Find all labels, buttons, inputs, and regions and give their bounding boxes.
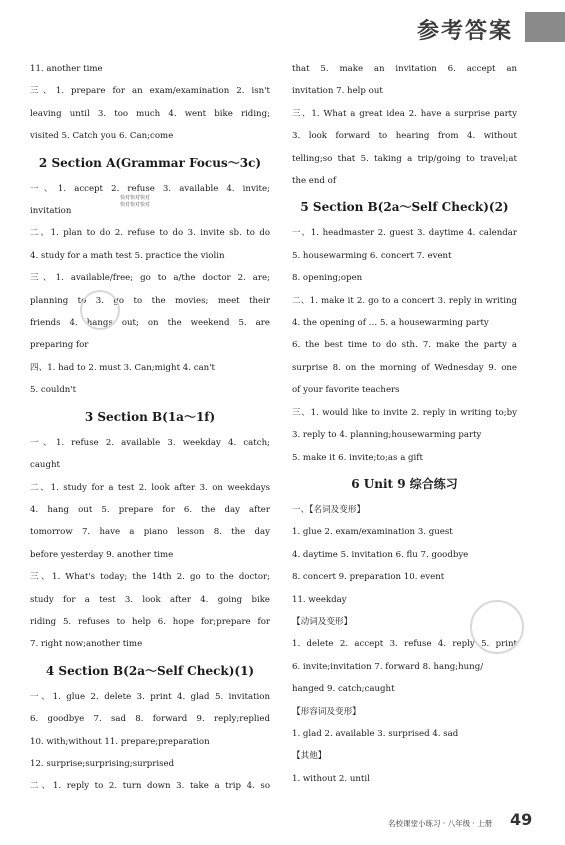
answer-line: 7. right now;another time (30, 639, 143, 650)
answer-line: invitation (30, 206, 72, 217)
section-heading: 5 Section B(2a～Self Check)(2) (300, 200, 509, 215)
answer-line: 6. the best time to do sth. 7. make the party a (292, 340, 517, 351)
answer-line: friends 4. hangs out; on the weekend 5. are (30, 318, 270, 329)
answer-line: 11. another time (30, 64, 103, 74)
answer-line: 三、1. would like to invite 2. reply in writing to;by (292, 407, 517, 418)
answer-line: 8. concert 9. preparation 10. event (292, 572, 445, 583)
answer-line: surprise 8. on the morning of Wednesday 9. one (292, 362, 517, 373)
answer-line: 四、1. had to 2. must 3. Can;might 4. can't (30, 362, 215, 373)
watermark-logo (80, 290, 120, 330)
page-title: 参考答案 (416, 19, 513, 44)
answer-line: 三、1. What's today; the 14th 2. go to the doctor; (30, 572, 270, 583)
answer-line: the end of (292, 176, 337, 187)
header-bar (0, 0, 565, 50)
answer-line: 1. delete 2. accept 3. refuse 4. reply 5. print (292, 639, 517, 650)
answer-line: riding 5. refuses to help 6. hope for;prepare for (30, 616, 270, 627)
answer-line: 二、1. study for a test 2. look after 3. on weekdays (30, 482, 270, 493)
answer-line: 一、1. accept 2. refuse 3. available 4. invite; (30, 183, 270, 194)
answer-line: of your favorite teachers (292, 385, 400, 396)
answer-line: 11. weekday (292, 594, 347, 605)
answer-line: hanged 9. catch;caught (292, 684, 395, 695)
footer-text: 名校课堂小练习 · 八年级 · 上册 (388, 819, 493, 828)
answer-line: 二、1. plan to do 2. refuse to do 3. invite sb. to do (30, 228, 270, 239)
watermark-logo (470, 600, 524, 654)
answer-line: 8. opening;open (292, 273, 363, 284)
answer-line: study for a test 3. look after 4. going bike (30, 594, 270, 605)
section-heading: 3 Section B(1a～1f) (84, 409, 216, 424)
answer-line: 三、1. What a great idea 2. have a surprise party (292, 108, 517, 119)
answer-line: 3. reply to 4. planning;housewarming party (292, 430, 482, 441)
answer-line: 10. with;without 11. prepare;preparation (30, 736, 210, 747)
answer-line: invitation 7. help out (292, 86, 383, 97)
answer-line: that 5. make an invitation 6. accept an (292, 64, 517, 74)
answer-line: 1. without 2. until (292, 773, 370, 784)
answer-line: preparing for (30, 340, 89, 351)
answer-line: 三、1. prepare for an exam/examination 2. isn't (30, 86, 270, 97)
answer-line: 12. surprise;surprising;surprised (30, 758, 175, 769)
answer-line: visited 5. Catch you 6. Can;come (30, 131, 174, 142)
section-heading: 4 Section B(2a～Self Check)(1) (45, 663, 255, 678)
answer-line: 5. make it 6. invite;to;as a gift (292, 452, 423, 463)
answer-line: 【形容词及变形】 (292, 706, 361, 717)
answer-column-right (292, 58, 517, 790)
page-number: 49 (510, 810, 533, 829)
header-tab (525, 12, 565, 42)
answer-line: tomorrow 7. have a piano lesson 8. the day (30, 527, 270, 538)
answer-line: 一、1. refuse 2. available 3. weekday 4. catch; (30, 437, 270, 448)
answer-line: 4. hang out 5. prepare for 6. the day after (30, 504, 270, 515)
answer-line: 三、1. available/free; go to a/the doctor 2. are; (30, 273, 270, 284)
answer-line: 3. look forward to hearing from 4. without (292, 131, 517, 142)
answer-column-left (30, 58, 270, 798)
answer-line: leaving until 3. too much 4. went bike riding; (30, 108, 270, 119)
answer-line: 1. glad 2. available 3. surprised 4. sad (292, 728, 459, 739)
answer-line: 一、1. glue 2. delete 3. print 4. glad 5. invitation (30, 691, 270, 702)
section-heading: 6 Unit 9 综合练习 (351, 476, 458, 491)
answer-line: 5. couldn't (30, 385, 77, 396)
answer-line: 一、【名词及变形】 (292, 504, 366, 515)
answer-line: 4. the opening of … 5. a housewarming party (292, 318, 489, 329)
answer-line: telling;so that 5. taking a trip/going to travel;at (292, 153, 517, 164)
answer-line: 一、1. headmaster 2. guest 3. daytime 4. calendar (292, 228, 517, 239)
answer-line: 6. goodbye 7. sad 8. forward 9. reply;replied (30, 714, 270, 725)
answer-line: 二、1. make it 2. go to a concert 3. reply in writing (292, 295, 517, 306)
stamp-line: 快对快对快对 (120, 195, 151, 201)
answer-line: 4. study for a math test 5. practice the violin (30, 250, 225, 261)
answer-line: 1. glue 2. exam/examination 3. guest (292, 527, 453, 538)
answer-line: 6. invite;invitation 7. forward 8. hang;hung/ (292, 661, 484, 672)
answer-line: planning to 3. go to the movies; meet their (30, 295, 270, 306)
stamp-text (120, 195, 150, 209)
answer-line: 【动词及变形】 (292, 616, 353, 627)
stamp-line: 快对快对快对 (120, 202, 151, 208)
section-heading: 2 Section A(Grammar Focus～3c) (38, 155, 262, 170)
answer-line: 【其他】 (292, 751, 327, 762)
answer-line: 二、1. reply to 2. turn down 3. take a trip 4. so (30, 781, 270, 792)
answer-line: caught (30, 460, 60, 471)
answer-line: 5. housewarming 6. concert 7. event (292, 250, 452, 261)
answer-line: 4. daytime 5. invitation 6. flu 7. goodbye (292, 549, 469, 560)
answer-line: before yesterday 9. another time (30, 549, 174, 560)
